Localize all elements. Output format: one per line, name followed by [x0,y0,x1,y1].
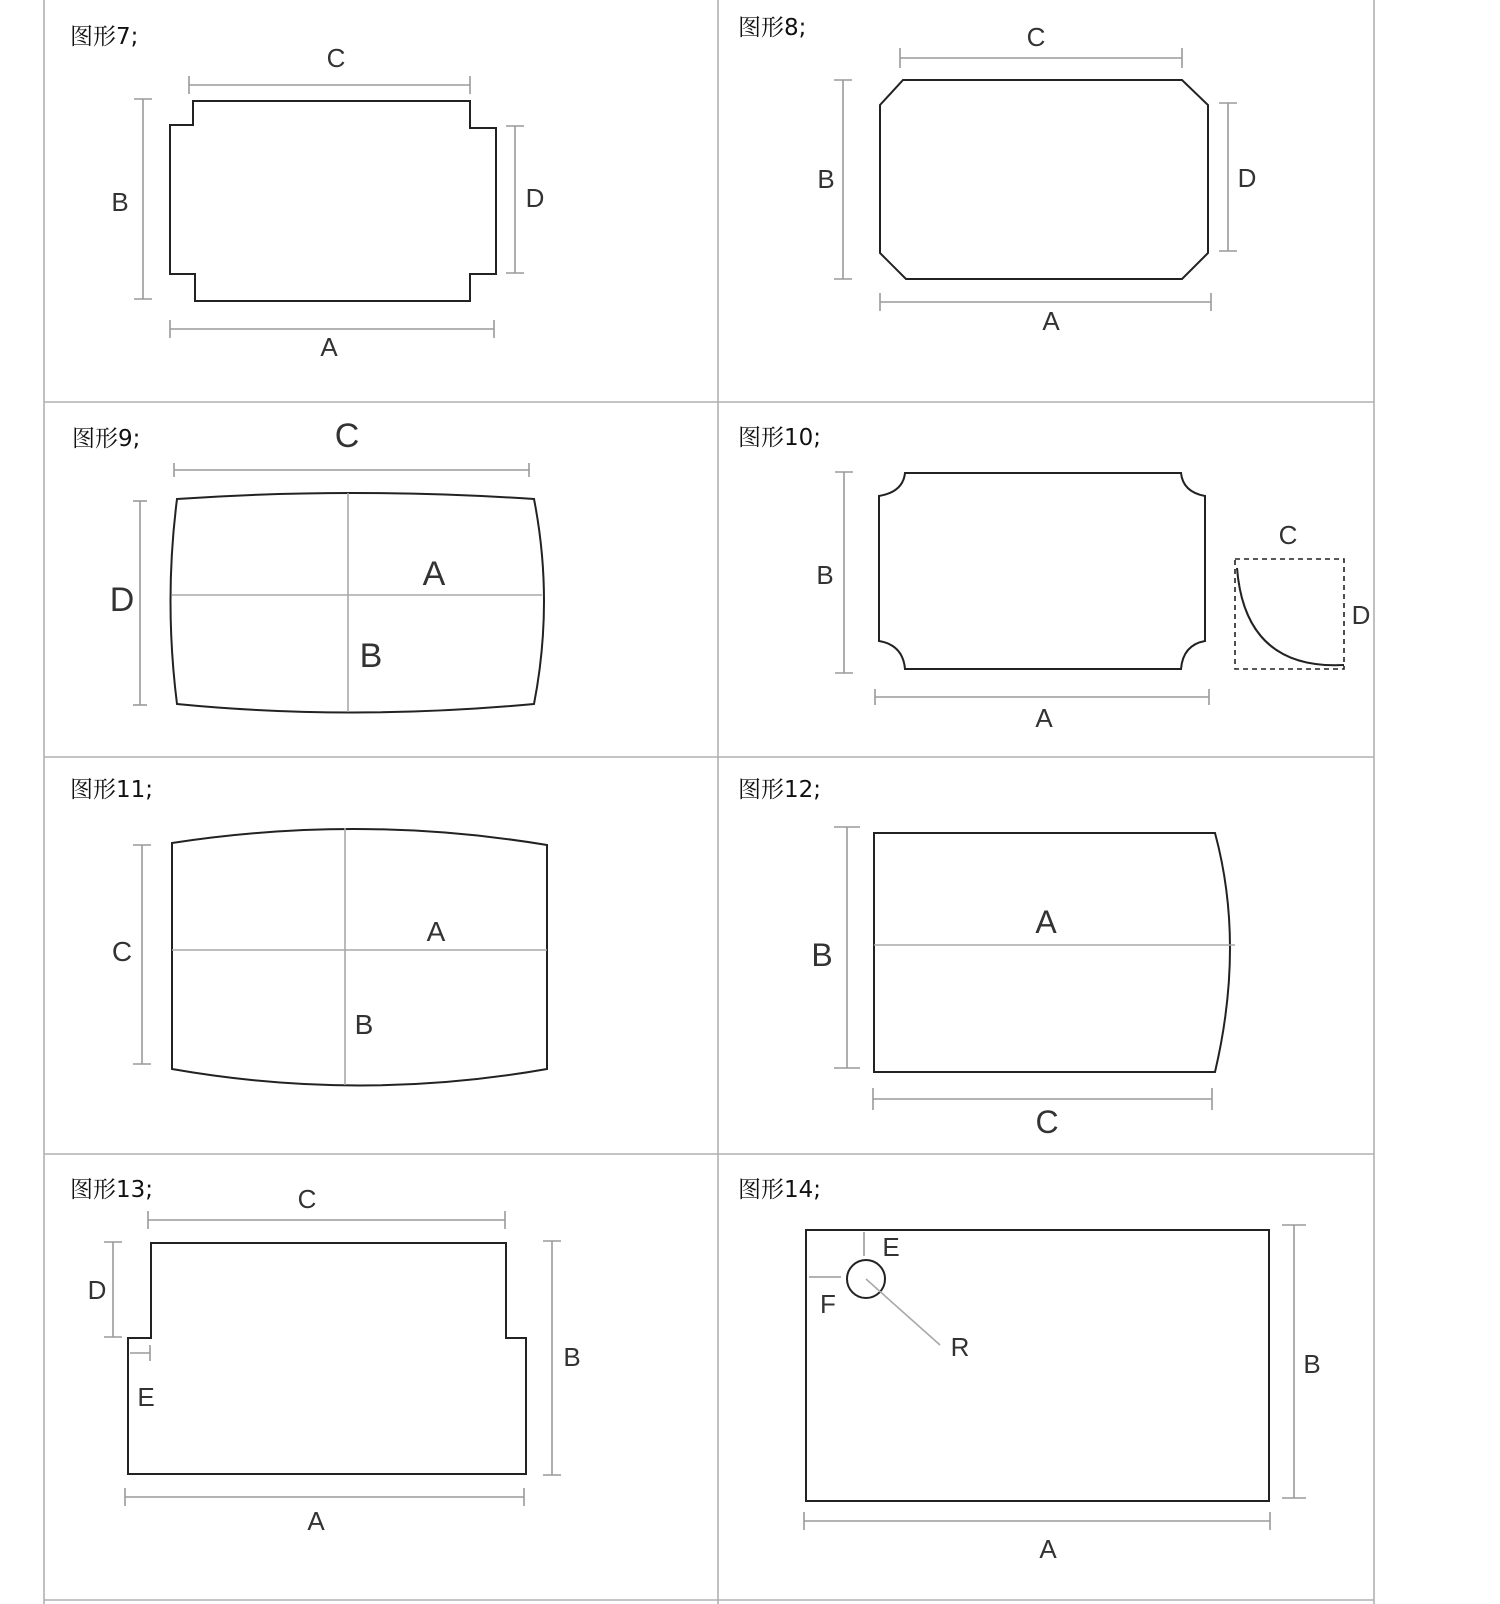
shape-11-label-b: B [354,1009,374,1040]
shape-8-label-b: B [817,164,835,194]
shape-9-label-b: B [359,637,383,675]
shape-10-cell [738,425,1370,733]
shape-7-cell [70,24,544,362]
shape-7-dim-b [134,99,152,299]
shape-13-dim-d [104,1242,122,1337]
shape-10-label-d: D [1351,600,1371,630]
shape-10-label-c: C [1278,520,1298,550]
shape-9-label-a: A [422,555,446,593]
shape-7-dim-c [189,76,470,94]
shape-13-title: 图形13; [70,1177,154,1203]
shape-14-label-a: A [1039,1534,1057,1564]
shape-11-dim-c [133,845,151,1064]
shape-13-cell [70,1177,581,1536]
shape-9-label-c: C [334,417,360,455]
shape-10-dim-b [835,472,853,673]
shape-8-label-c: C [1026,22,1046,52]
shape-12-label-a: A [1035,904,1057,940]
shape-9-label-d: D [109,581,135,619]
shape-7-label-d: D [525,183,545,213]
shape-12-cell [738,777,1235,1140]
shape-9-outline [171,493,545,713]
shape-7-dim-d [506,126,524,273]
table-grid [44,0,1374,1604]
shape-12-outline [874,833,1230,1072]
shape-12-label-c: C [1035,1104,1059,1140]
shape-12-dim-b [834,827,860,1068]
shape-13-dim-e [130,1345,150,1361]
shape-10-title: 图形10; [738,425,822,451]
shape-14-title: 图形14; [738,1177,822,1203]
shape-9-dim-c [174,463,529,477]
shape-7-title: 图形7; [70,24,139,50]
shape-13-label-e: E [137,1382,155,1412]
shape-14-label-r: R [950,1332,970,1362]
shape-13-dim-c [148,1211,505,1229]
shape-13-label-d: D [87,1275,107,1305]
shape-14-outline [806,1230,1269,1501]
shape-7-outline [170,101,496,301]
shape-9-title: 图形9; [72,426,141,452]
shape-8-label-a: A [1042,306,1060,336]
shape-9-dim-d [133,501,147,705]
shape-11-outline [172,829,547,1086]
shape-13-label-a: A [307,1506,325,1536]
shape-12-label-b: B [811,937,833,973]
shape-7-label-c: C [326,43,346,73]
shape-10-outline [879,473,1205,669]
shape-13-label-c: C [297,1184,317,1214]
shape-8-dim-b [834,80,852,279]
shape-14-dim-a [804,1512,1270,1530]
shape-11-cell [70,777,547,1086]
shape-14-label-f: F [820,1289,836,1319]
shape-8-label-d: D [1237,163,1257,193]
shape-8-title: 图形8; [738,15,807,41]
shape-8-cell [738,15,1256,336]
shape-10-label-a: A [1035,703,1053,733]
shape-7-label-b: B [111,187,129,217]
shape-8-dim-d [1219,103,1237,251]
shape-13-label-b: B [563,1342,581,1372]
shape-11-label-c: C [111,936,133,967]
shape-10-label-b: B [816,560,834,590]
shape-12-title: 图形12; [738,777,822,803]
shape-8-outline [880,80,1208,279]
shape-9-cell [72,417,544,713]
shape-13-dim-b [543,1241,561,1475]
shape-14-radius-leader [866,1279,940,1345]
shape-11-label-a: A [426,916,446,947]
shape-13-dim-a [125,1488,524,1506]
shape-10-corner-detail [1235,559,1344,669]
shape-13-outline [128,1243,526,1474]
shape-7-label-a: A [320,332,338,362]
shape-14-label-b: B [1303,1349,1321,1379]
shape-14-cell [738,1177,1321,1564]
shape-11-title: 图形11; [70,777,154,803]
shape-14-label-e: E [882,1232,900,1262]
